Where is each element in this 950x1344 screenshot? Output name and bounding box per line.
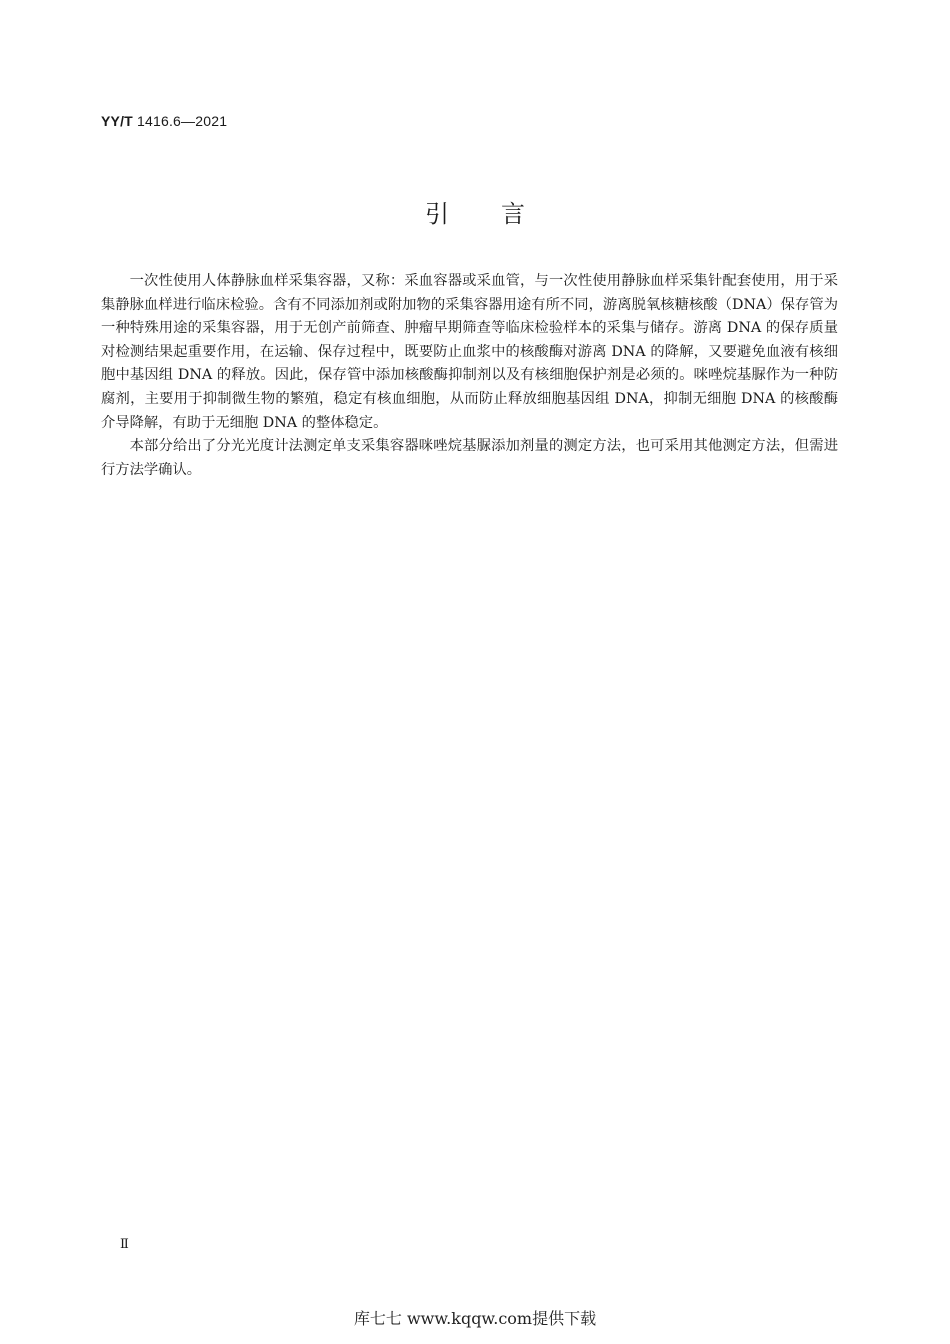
introduction-body: [101, 270, 838, 482]
section-title: 引言: [425, 200, 577, 228]
standard-code-prefix: YY/T: [101, 113, 133, 129]
page-number: Ⅱ: [120, 1237, 128, 1252]
standard-code: [101, 113, 227, 129]
paragraph-2: 本部分给出了分光光度计法测定单支采集容器咪唑烷基脲添加剂量的测定方法，也可采用其他测定方法，但需进行方法学确认。: [101, 438, 838, 478]
watermark: 库七七 www.kqqw.com提供下载: [353, 1309, 597, 1328]
standard-code-number: 1416.6—2021: [137, 113, 228, 129]
paragraph-1: 一次性使用人体静脉血样采集容器，又称：采血容器或采血管，与一次性使用静脉血样采集针配套使用，用于采集静脉血样进行临床检验。含有不同添加剂或附加物的采集容器用途有所不同，游离脱氧核糖核酸（DNA）保存管为一种特殊用途的采集容器，用于无创产前筛查、肿瘤早期筛查等临床检验样本的采集与储存。游离 DNA 的保存质量对检测结果起重要作用，在运输、保存过程中，既要防止血浆中的核酸酶对游离 DNA 的降解，又要避免血液有核细胞中基因组 DNA 的释放。因此，保存管中添加核酸酶抑制剂以及有核细胞保护剂是必须的。咪唑烷基脲作为一种防腐剂，主要用于抑制微生物的繁殖，稳定有核血细胞，从而防止释放细胞基因组 DNA，抑制无细胞 DNA 的核酸酶介导降解，有助于无细胞 DNA 的整体稳定。: [101, 273, 838, 431]
